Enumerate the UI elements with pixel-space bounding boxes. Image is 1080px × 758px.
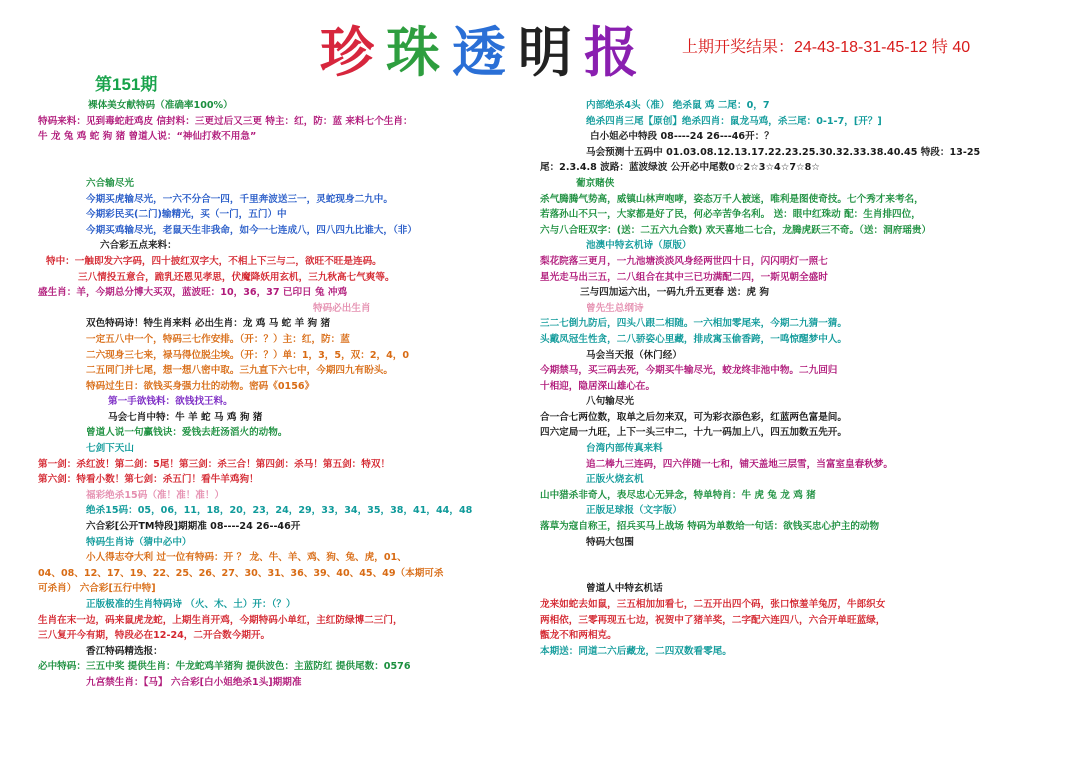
right-text-line: 山中猎杀非奇人，表尽忠心无异念，特单特肖：牛 虎 兔 龙 鸡 猪 [540, 489, 816, 501]
right-text-line: 三与四加运六出，一码九升五更春 送：虎 狗 [580, 287, 769, 299]
left-text-line: 正版极准的生肖特码诗 （火、木、土）开：（？） [86, 599, 296, 610]
left-text-line: 三八情投五意合，跪乳还恩见孝思，伏魔降妖用玄机，三九秋高七气爽等。 [78, 271, 395, 283]
right-text-line: 正版火烧玄机 [586, 474, 644, 486]
right-text-line: 池澳中特玄机诗（原版） [586, 240, 692, 252]
right-text-line: 追二棒九三连码，四六伴随一七和，铺天盖地三层雪，当富室皇春秋梦。 [586, 458, 893, 470]
left-text-line: 04、08、12、17、19、22、25、26、27、30、31、36、39、40、45、49（本期可杀 [38, 567, 444, 579]
right-text-line: 龙来如蛇去如鼠，三五相加加看七，二五开出四个码，张口惊羞羊兔厉，牛郎织女 [540, 599, 886, 610]
right-text-line: 曾先生总纲诗 [586, 302, 644, 314]
left-text-line: 二五同门并七尾，想一想八密中取。三九直下六七中，今期四九有盼头。 [86, 365, 393, 377]
right-text-line [540, 550, 1040, 566]
left-text-line: 双色特码诗！特生肖来料 必出生肖：龙 鸡 马 蛇 羊 狗 猪 [86, 318, 331, 330]
left-text-line: 第一剑：杀红波！第二剑：5尾！第三剑：杀三合！第四剑：杀马！第五剑：特双！ [38, 458, 391, 470]
right-text-line: 尾：2.3.4.8 波路：蓝波绿波 公开必中尾数0☆2☆3☆4☆7☆8☆ [540, 162, 820, 174]
title-char-5: 报 [584, 20, 650, 84]
newspaper-title [320, 22, 650, 82]
right-text-line: 曾道人中特玄机话 [586, 583, 663, 595]
right-text-line: 杀气腾腾气势高，威镇山林声咆哮，姿态万千人被迷，唯利是图使奇技。七个秀才来考名， [540, 193, 924, 205]
left-text-line: 盛生肖：羊，今期总分博大买双，蓝波旺：10，36，37 已印日 兔 冲鸡 [38, 287, 348, 299]
left-text-line: 特中：一触即发六字码，四十披红双字大，不相上下三与二，欲旺不旺是连码。 [46, 255, 382, 267]
right-text-line: 合一合七两位数，取单之后勿来双，可为彩衣添色彩，红蓝两色富是间。 [540, 411, 847, 423]
right-text-line: 正版足球报（文字版） [586, 505, 682, 517]
left-text-line: 生肖在末一边，码来鼠虎龙蛇，上期生肖开鸡，今期特码小单红，主红防绿博二三门， [38, 614, 403, 626]
right-text-line: 八句输尽光 [586, 396, 634, 408]
right-text-line: 若落孙山不只一，大家都是好了民，何必辛苦争名利。 送：眼中红珠动 配：生肖排四位， [540, 209, 921, 221]
right-text-line: 今期禁马，买三码去死，今期买牛输尽光，蛟龙终非池中物。二九回归 [540, 365, 838, 377]
left-text-line: 特码过生日：欲钱买身强力壮的动物。密码《0156》 [86, 380, 315, 392]
right-text-line: 十相迎，隐居深山雄心在。 [540, 380, 656, 392]
left-text-line: 裸体美女献特码（准确率100%） [88, 100, 233, 111]
left-text-line: 曾道人说一句赢钱诀：爱钱去赶汤滔火的动物。 [86, 427, 288, 439]
right-text-line: 头戴凤冠生性贪，二八骄姿心里藏，排成寓玉偷香跨，一鸣惊醒梦中人。 [540, 333, 847, 345]
right-text-line: 梨花院落三更月，一九池塘淡淡风身经两世四十日，闪闪明灯一照七 [540, 255, 828, 267]
right-text-line [540, 566, 1040, 582]
title-char-1: 珍 [320, 20, 386, 84]
left-text-line: 特码生肖诗（猜中必中） [86, 536, 192, 548]
title-char-2: 珠 [386, 20, 452, 84]
left-text-line: 六合输尽光 [86, 177, 134, 189]
right-text-line: 马会预测十五码中 01.03.08.12.13.17.22.23.25.30.32.33.38.40.45 特段：13-25 [586, 146, 981, 158]
left-text-line: 马会七肖中特：牛 羊 蛇 马 鸡 狗 猪 [108, 411, 263, 423]
left-column [38, 98, 508, 691]
right-text-line: 马会当天报（休门经） [586, 349, 682, 361]
left-text-line: 今期买鸡输尽光，老鼠天生非我命，如今一七连成八，四八四九比谁大，（非） [86, 224, 417, 236]
left-text-line: 三八复开今有期，特段必在12-24，二开合数今期开。 [38, 630, 271, 642]
left-text-line: 可杀肖） 六合彩[五行中特] [38, 583, 156, 595]
left-text-line: 六合彩五点来料： [100, 240, 177, 252]
left-text-line: 一定五八中一个，特码三七作安排。（开：？）主：红，防：蓝 [86, 333, 350, 345]
left-text-line: 九宫禁生肖：【马】 六合彩[白小姐绝杀1头]期期准 [86, 676, 302, 688]
right-text-line: 白小姐必中特段 08----24 26---46开：？ [590, 131, 774, 143]
right-text-line: 三二七倒九防后，四头八跟二相随。一六相加零尾来，今期二九猜一猜。 [540, 318, 847, 330]
right-text-line: 六与八合旺双字：(送：二五六九合数) 欢天喜地二七合，龙腾虎跃三不奇。（送：洞府瑶贵） [540, 224, 932, 236]
right-text-line: 台湾内部传真来料 [586, 443, 663, 455]
right-text-line: 内部绝杀4头（准） 绝杀鼠 鸡 二尾：0，7 [586, 100, 770, 111]
right-text-line: 两相依，三零再现五七边，祝贺中了猪羊奖，二字配六连四八，六合开单旺蓝绿， [540, 614, 886, 626]
left-text-line: 小人得志夺大利 过一位有特码：开 ？ 龙、牛、羊、鸡、狗、兔、虎，01、 [86, 552, 407, 564]
right-text-line: 葡京赌侠 [576, 177, 615, 189]
left-text-line: 牛 龙 兔 鸡 蛇 狗 猪 曾道人说：“神仙打救不用急” [38, 131, 257, 143]
issue-number: 第151期 [95, 75, 158, 94]
title-char-4: 明 [518, 20, 584, 84]
right-text-line: 落草为寇自称王，招兵买马上战场 特码为单数给一句话：欲钱买忠心护主的动物 [540, 521, 880, 533]
left-text-line: 第六剑：特看小数！第七剑：杀五门！看牛羊鸡狗！ [38, 474, 259, 486]
right-text-line: 本期送：同道二六后藏龙，二四双数看零尾。 [540, 645, 732, 657]
left-text-line [38, 145, 508, 161]
left-text-line: 特码必出生肖 [313, 302, 371, 314]
left-text-line: 香江特码精选报： [86, 645, 163, 657]
right-text-line: 绝杀四肖三尾【原创】绝杀四肖：鼠龙马鸡，杀三尾：0-1-7，[开？] [586, 115, 882, 127]
left-text-line: 绝杀15码：05，06，11，18，20，23，24，29，33，34，35，38，41，44，48 [86, 505, 473, 517]
left-text-line: 今期彩民买(二门)输精光，买（一门，五门）中 [86, 209, 287, 221]
left-text-line: 必中特码：三五中奖 提供生肖：牛龙蛇鸡羊猪狗 提供波色：主蓝防红 提供尾数：0576 [38, 661, 411, 673]
left-text-line: 七剑下天山 [86, 443, 134, 455]
last-draw-result: 上期开奖结果：24-43-18-31-45-12 特 40 [682, 39, 971, 56]
left-text-line: 福彩绝杀15码（准！准！准！） [86, 489, 225, 501]
left-text-line [38, 160, 508, 176]
left-text-line: 特码来料：见到毒蛇赶鸡皮 信封料：三更过后又三更 特主：红，防：蓝 来料七个生肖： [38, 115, 413, 127]
left-text-line: 六合彩[公开TM特段]期期准 08----24 26--46开 [86, 521, 301, 533]
left-text-line: 今期买虎输尽光，一六不分合一四，千里奔波送三一，灵蛇现身二九中。 [86, 193, 393, 205]
right-column [540, 98, 1040, 659]
right-text-line: 特码大包围 [586, 536, 634, 548]
left-text-line: 第一手欲钱料：欲钱找王料。 [108, 396, 233, 408]
right-text-line: 星光走马出三五，二八组合在其中三已功满配二四，一斯见朝全盛时 [540, 271, 828, 283]
right-text-line: 四六定局一九旺，上下一头三中二，十九一码加上八，四五加数五先开。 [540, 427, 847, 439]
title-char-3: 透 [452, 20, 518, 84]
left-text-line: 二六现身三七来，禄马得位脱尘埃。（开：？）单：1，3，5，双：2，4，0 [86, 349, 410, 361]
right-text-line: 甑龙不和两相克。 [540, 630, 617, 642]
